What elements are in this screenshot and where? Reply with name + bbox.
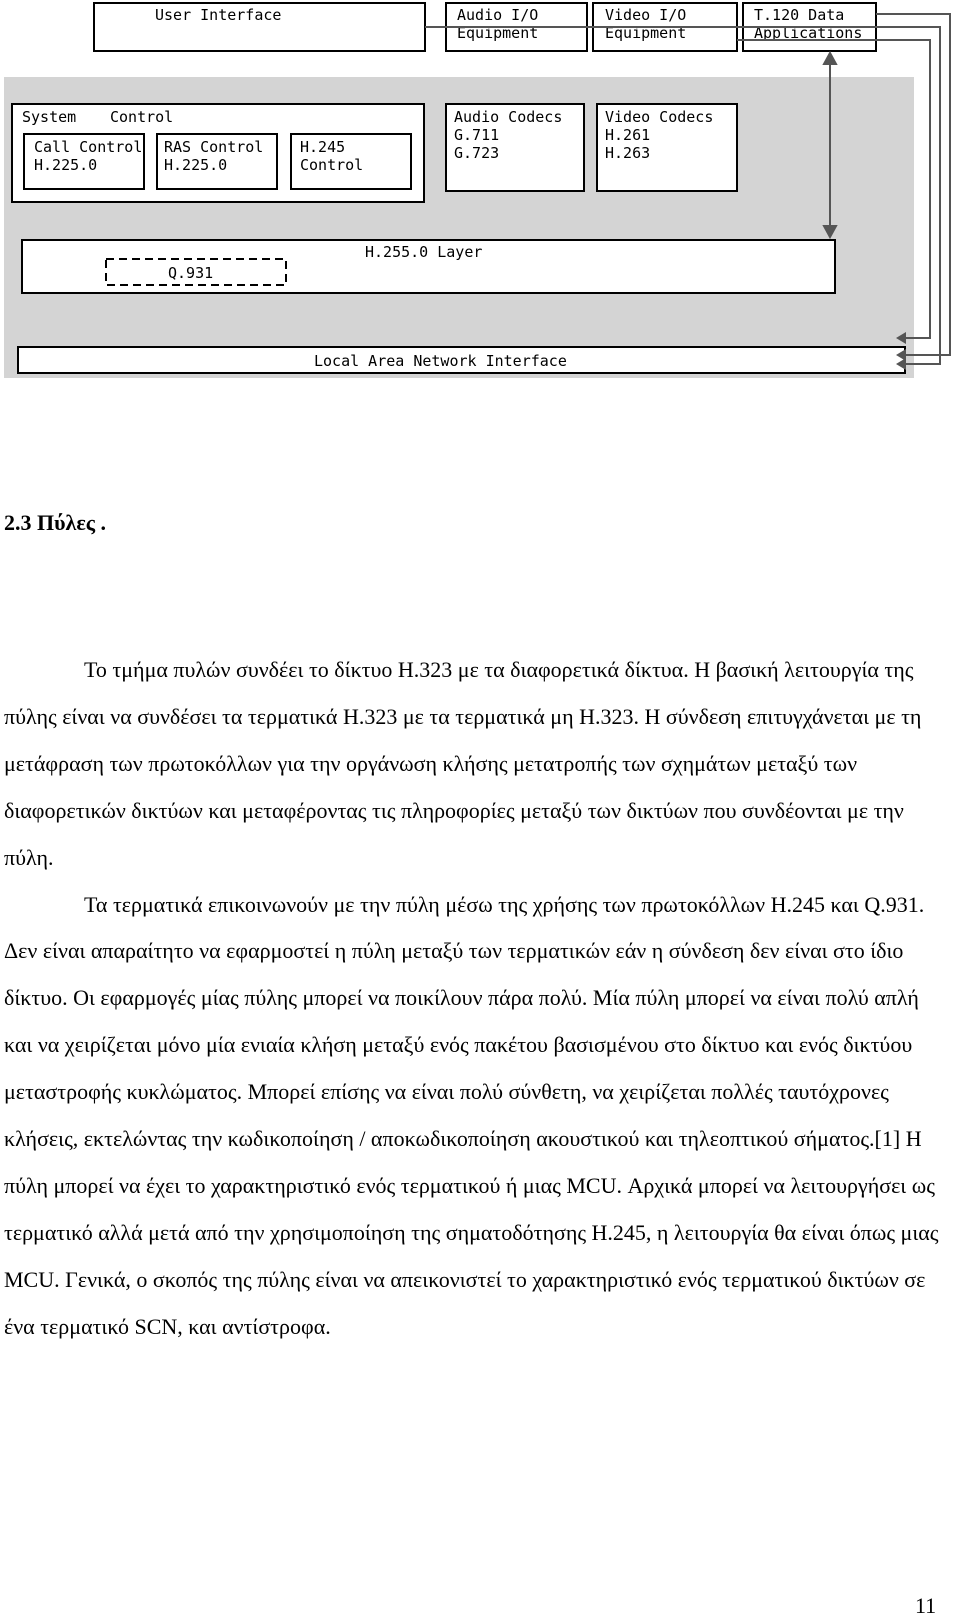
h2250-layer-box [22,240,835,293]
h245-control-label-2: Control [300,156,364,174]
t120-label-1: T.120 Data [754,6,845,24]
h323-architecture-diagram [0,0,960,395]
video-codecs-box [597,104,737,191]
video-codec-h263: H.263 [605,144,651,162]
audio-io-label-2: Equipment [457,24,539,42]
audio-codec-g723: G.723 [454,144,500,162]
control-label: Control [110,108,174,126]
video-io-label-2: Equipment [605,24,687,42]
audio-codecs-box [446,104,584,191]
call-control-label-1: Call Control [34,138,143,156]
page-number: 11 [915,1593,937,1618]
call-control-label-2: H.225.0 [34,156,98,174]
audio-codecs-title: Audio Codecs [454,108,563,126]
video-codec-h261: H.261 [605,126,651,144]
video-io-label-1: Video I/O [605,6,687,24]
audio-io-label-1: Audio I/O [457,6,539,24]
system-label: System [22,108,77,126]
user-interface-box [94,3,425,51]
t120-label-2: Applications [754,24,863,42]
body-text [4,647,939,1351]
ras-control-label-2: H.225.0 [164,156,228,174]
system-control-box [12,104,424,202]
paragraph-2: Τα τερματικά επικοινωνούν με την πύλη μέσω της χρήσης των πρωτοκόλλων H.245 και Q.931. Δεν είναι απαραίτητο να εφαρμοστεί η πύλη μεταξύ των τερματικών εάν η σύνδεση δεν είναι στο ίδιο δίκτυο. Οι εφαρμογές μίας πύλης μπορεί να ποικίλουν πάρα πολύ. Μία πύλη μπορεί να είναι πολύ απλή και να χειρίζεται μόνο μία ενιαία κλήση μεταξύ ενός πακέτου βασισμένου στο δίκτυο και ενός δικτύου μεταστροφής κυκλώματος. Μπορεί επίσης να είναι πολύ σύνθετη, να χειρίζεται πολλές ταυτόχρονες κλήσεις, εκτελώντας την κωδικοποίηση / αποκωδικοποίηση ακουστικού και τηλεοπτικού σήματος.[1] Η πύλη μπορεί να έχει το χαρακτηριστικό ενός τερματικού ή μιας MCU. Αρχικά μπορεί να λειτουργήσει ως τερματικό αλλά μετά από την χρησιμοποίηση της σηματοδότησης H.245, η λειτουργία θα είναι όπως μιας MCU. Γενικά, ο σκοπός της πύλης είναι να απεικονιστεί το χαρακτηριστικό ενός τερματικού δικτύων σε ένα τερματικό SCN, και αντίστροφα. [4,891,939,1339]
audio-codec-g711: G.711 [454,126,500,144]
lan-interface-label: Local Area Network Interface [314,352,567,370]
user-interface-label: User Interface [155,6,282,24]
paragraph-1: Το τμήμα πυλών συνδέει το δίκτυο H.323 με τα διαφορετικά δίκτυα. Η βασική λειτουργία της πύλης είναι να συνδέσει τα τερματικά H.323 με τα τερματικά μη H.323. Η σύνδεση επιτυγχάνεται με τη μετάφραση των πρωτοκόλλων για την οργάνωση κλήσης μετατροπής των σχημάτων μεταξύ των διαφορετικών δικτύων και μεταφέροντας τις πληροφορίες μεταξύ των δικτύων που συνδέονται με την πύλη. [4,657,922,870]
ras-control-label-1: RAS Control [164,138,264,156]
q931-label: Q.931 [168,264,214,282]
h245-control-label-1: H.245 [300,138,346,156]
video-codecs-title: Video Codecs [605,108,714,126]
lan-interface-box [18,347,905,373]
section-heading: 2.3 Πύλες . [4,510,107,535]
h2250-layer-label: H.255.0 Layer [365,243,483,261]
